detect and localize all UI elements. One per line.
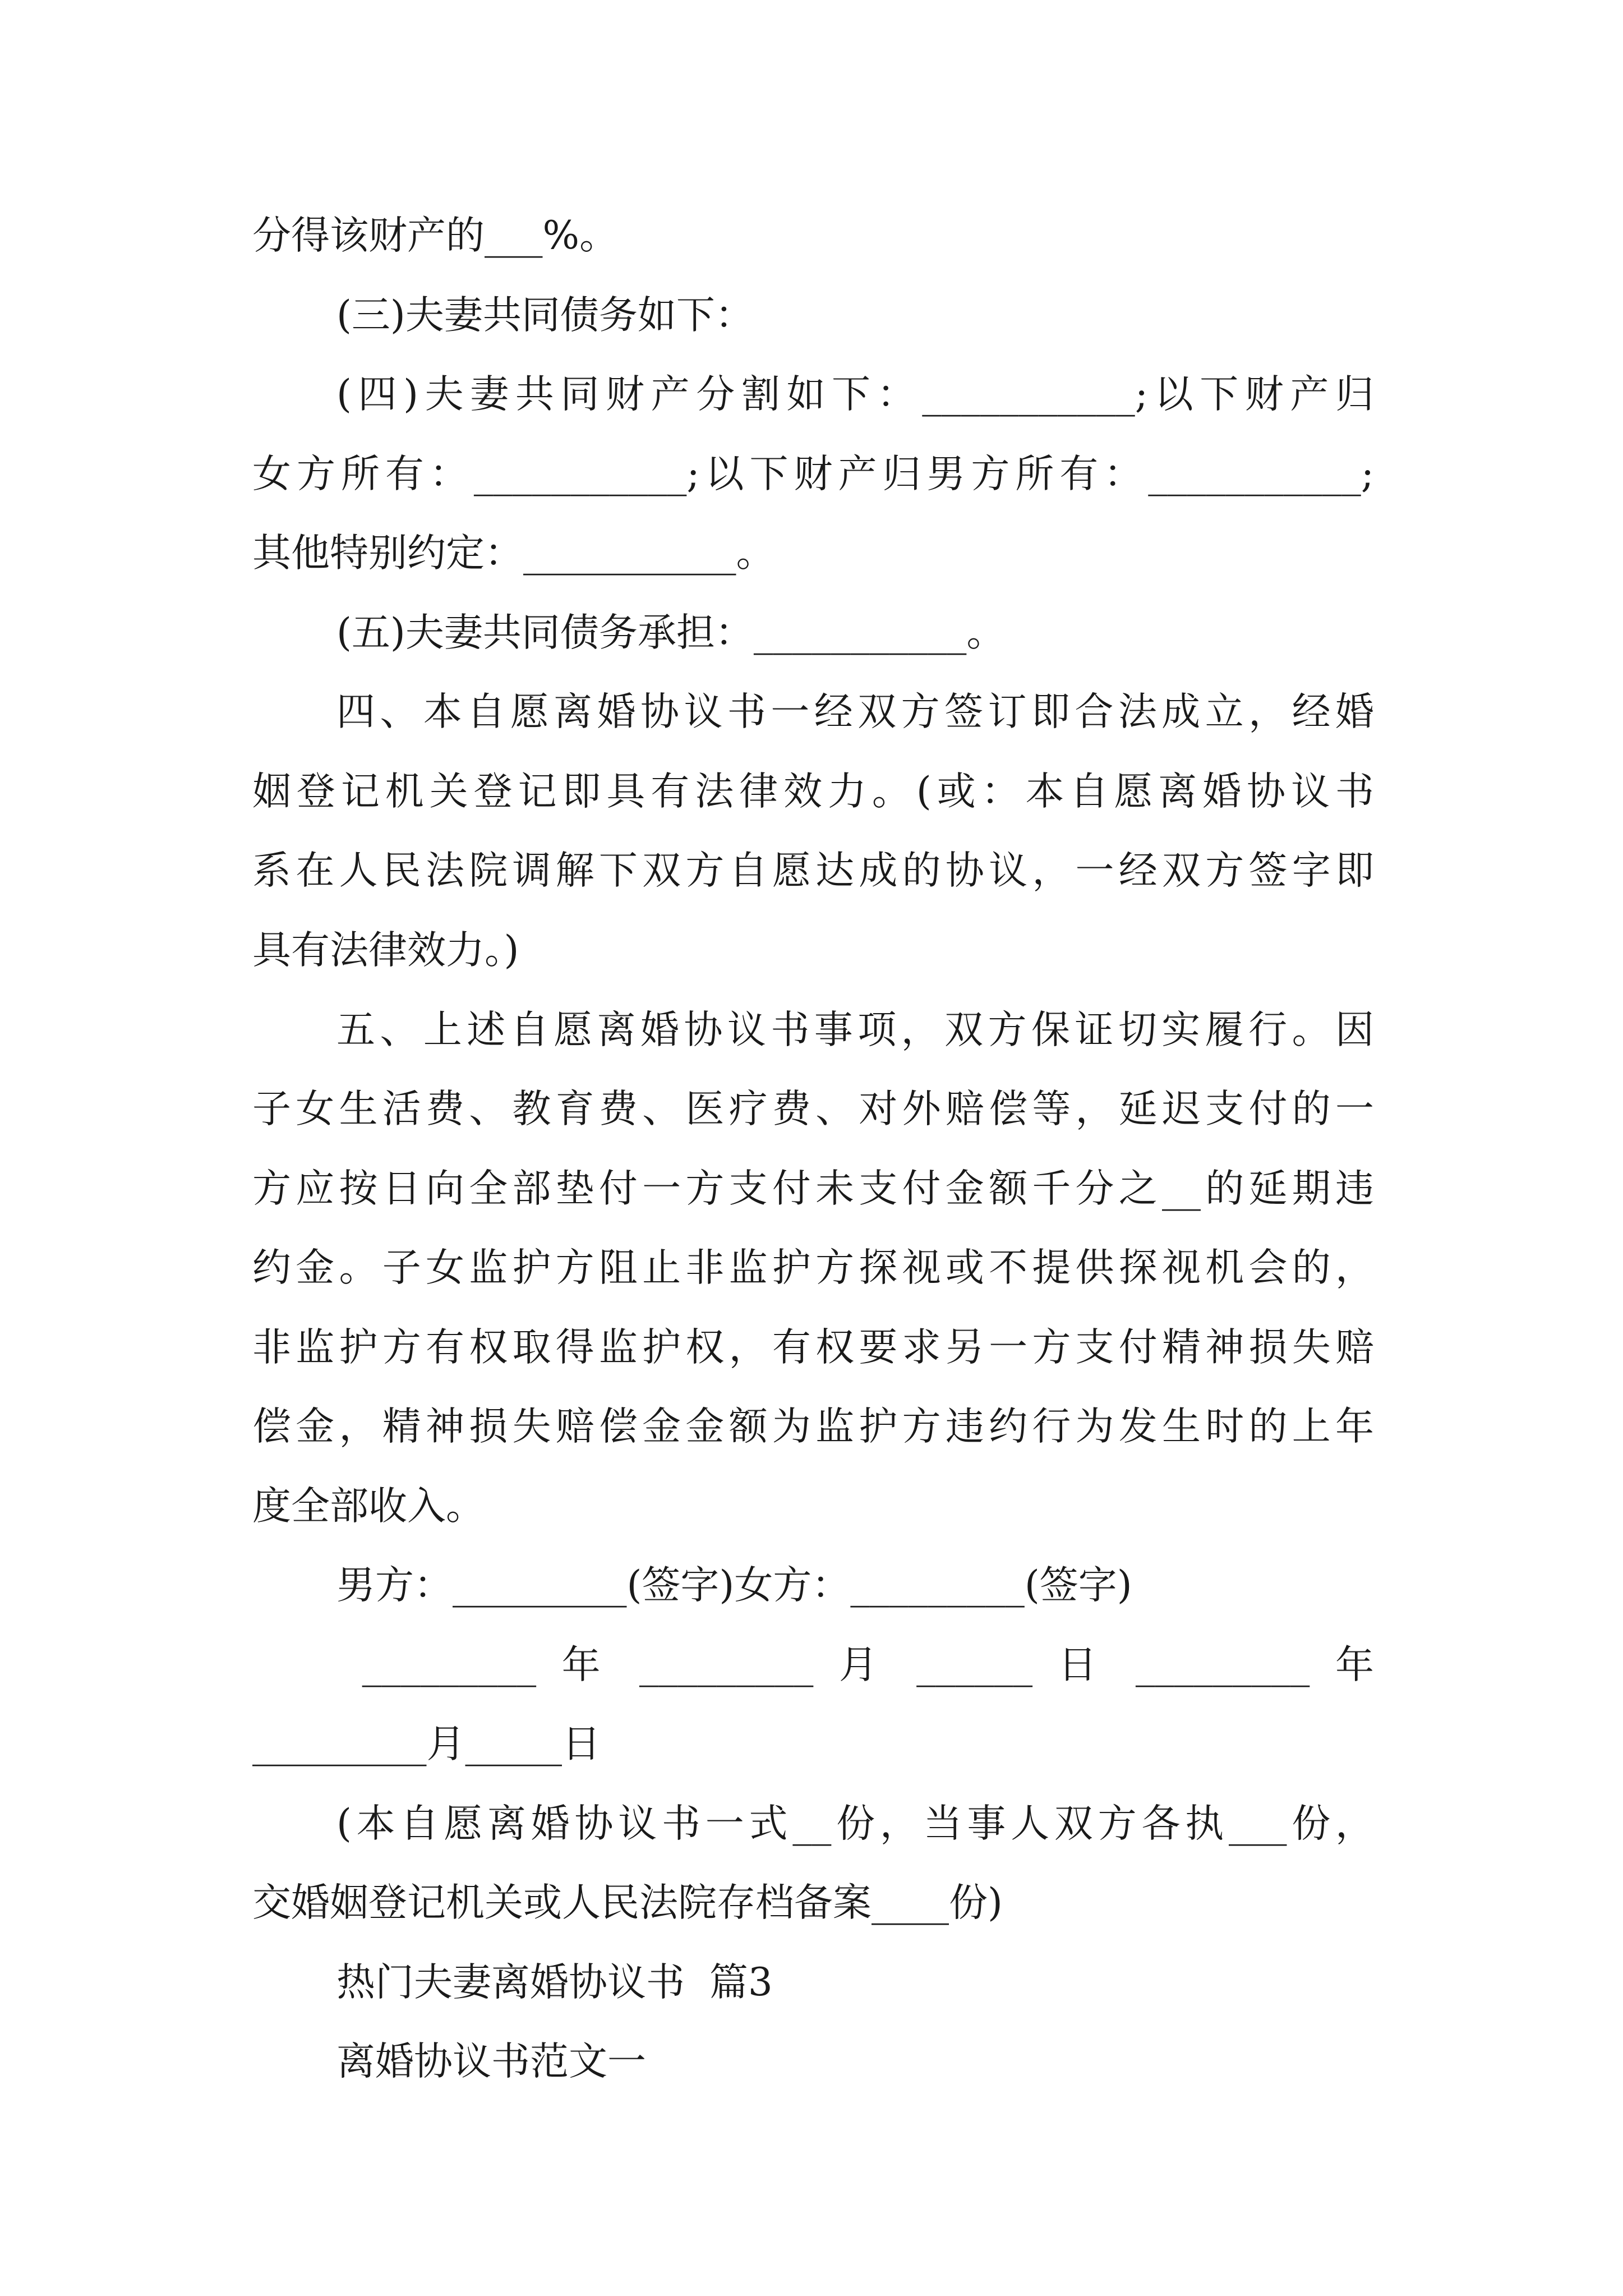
date-line: _________月_____日	[252, 1722, 601, 1766]
text-line: 方应按日向全部垫付一方支付未支付金额千分之__的延期违	[252, 1166, 1374, 1211]
section-title: 热门夫妻离婚协议书 篇3	[336, 1960, 773, 2005]
section-heading-5: (五)夫妻共同债务承担：___________。	[336, 610, 1006, 655]
text-line: 子女生活费、教育费、医疗费、对外赔偿等，延迟支付的一	[252, 1087, 1374, 1131]
text-line: 具有法律效力。)	[252, 928, 519, 973]
text-line: 分得该财产的___%。	[252, 213, 619, 258]
text-line: 偿金，精神损失赔偿金金额为监护方违约行为发生时的上年	[252, 1404, 1374, 1449]
text-line: 系在人民法院调解下双方自愿达成的协议，一经双方签字即	[252, 848, 1374, 893]
text-line: 姻登记机关登记即具有法律效力。(或：本自愿离婚协议书	[252, 769, 1374, 814]
text-line: 四、本自愿离婚协议书一经双方签订即合法成立，经婚	[336, 689, 1374, 734]
text-line: (四)夫妻共同财产分割如下：___________;以下财产归	[336, 372, 1374, 417]
section-subtitle: 离婚协议书范文一	[336, 2039, 646, 2084]
signature-line: 男方：_________(签字)女方：_________(签字)	[336, 1563, 1132, 1608]
text-line: 交婚姻登记机关或人民法院存档备案____份)	[252, 1880, 1003, 1925]
date-line: _________ 年 _________ 月 ______ 日 _________ 年	[336, 1642, 1374, 1687]
text-line: 度全部收入。	[252, 1484, 485, 1529]
text-line: 非监护方有权取得监护权，有权要求另一方支付精神损失赔	[252, 1325, 1374, 1370]
text-line: 五、上述自愿离婚协议书事项，双方保证切实履行。因	[336, 1007, 1374, 1052]
text-line: 约金。子女监护方阻止非监护方探视或不提供探视机会的，	[252, 1245, 1374, 1290]
text-line: 其他特别约定：___________。	[252, 531, 775, 576]
section-heading-3: (三)夫妻共同债务如下：	[336, 293, 754, 338]
text-line: (本自愿离婚协议书一式__份，当事人双方各执___份，	[336, 1801, 1374, 1846]
text-line: 女方所有：___________;以下财产归男方所有：___________;	[252, 452, 1374, 496]
